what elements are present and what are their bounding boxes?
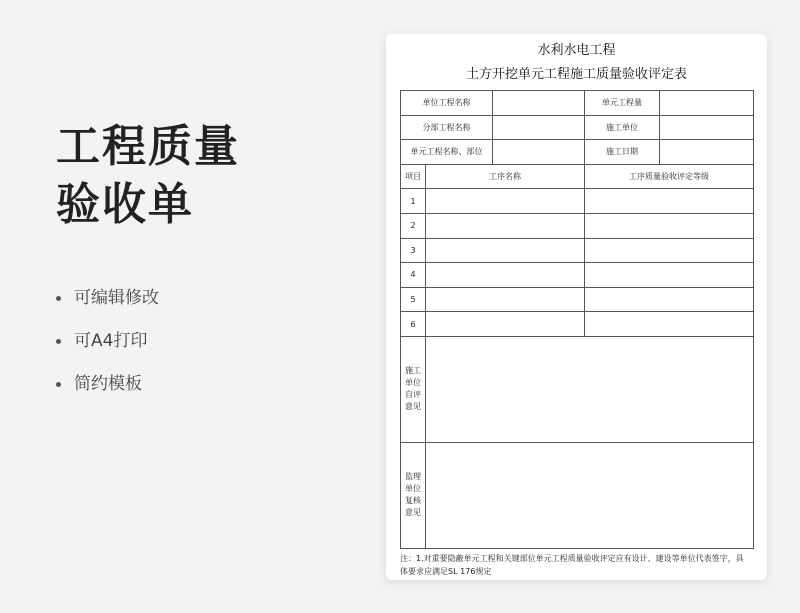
info-label: 单元工程名称、部位 bbox=[401, 140, 493, 165]
label-char: 自评 bbox=[405, 390, 421, 400]
item-number: 6 bbox=[401, 312, 426, 337]
info-value-cell bbox=[493, 140, 585, 165]
header-item: 项目 bbox=[401, 164, 426, 189]
headline-line-1: 工程质量 bbox=[56, 121, 240, 172]
document-title: 水利水电工程 bbox=[537, 43, 616, 58]
info-label: 分部工程名称 bbox=[401, 115, 493, 140]
quality-grade-cell bbox=[585, 263, 754, 288]
item-number: 1 bbox=[401, 189, 426, 214]
feature-item bbox=[56, 329, 159, 372]
header-quality-grade: 工序质量验收评定等级 bbox=[585, 164, 754, 189]
feature-item bbox=[56, 286, 159, 329]
info-label: 单元工程量 bbox=[585, 91, 660, 116]
item-row bbox=[401, 189, 754, 214]
label-char: 复核 bbox=[405, 496, 421, 506]
item-row bbox=[401, 213, 754, 238]
item-row bbox=[401, 238, 754, 263]
info-label: 单位工程名称 bbox=[401, 91, 493, 116]
info-value-cell bbox=[660, 91, 754, 116]
item-number: 4 bbox=[401, 263, 426, 288]
quality-grade-cell bbox=[585, 238, 754, 263]
item-header-row bbox=[401, 164, 754, 189]
label-char: 施工 bbox=[405, 366, 421, 376]
item-row bbox=[401, 263, 754, 288]
feature-item bbox=[56, 372, 159, 415]
quality-grade-cell bbox=[585, 189, 754, 214]
supervision-opinion-label bbox=[401, 442, 426, 548]
document-preview bbox=[386, 34, 767, 580]
process-name-cell bbox=[426, 312, 585, 337]
feature-label: 可编辑修改 bbox=[74, 288, 159, 308]
label-char: 监理 bbox=[405, 472, 421, 482]
feature-label: 简约模板 bbox=[74, 374, 142, 394]
acceptance-form-table bbox=[400, 90, 754, 549]
feature-list bbox=[56, 286, 159, 415]
info-value-cell bbox=[660, 115, 754, 140]
label-char: 单位 bbox=[405, 378, 421, 388]
headline bbox=[56, 118, 240, 234]
quality-grade-cell bbox=[585, 312, 754, 337]
info-value-cell bbox=[493, 115, 585, 140]
process-name-cell bbox=[426, 213, 585, 238]
quality-grade-cell bbox=[585, 213, 754, 238]
headline-line-2: 验收单 bbox=[56, 179, 194, 230]
process-name-cell bbox=[426, 263, 585, 288]
info-value-cell bbox=[493, 91, 585, 116]
label-char: 意见 bbox=[405, 402, 421, 412]
label-char: 意见 bbox=[405, 508, 421, 518]
bullet-icon bbox=[56, 339, 61, 344]
info-row bbox=[401, 115, 754, 140]
bullet-icon bbox=[56, 296, 61, 301]
item-number: 2 bbox=[401, 213, 426, 238]
document-subtitle: 土方开挖单元工程施工质量验收评定表 bbox=[465, 67, 687, 82]
info-label: 施工日期 bbox=[585, 140, 660, 165]
info-row bbox=[401, 140, 754, 165]
label-char: 单位 bbox=[405, 484, 421, 494]
feature-label: 可A4打印 bbox=[74, 331, 148, 351]
supervision-opinion-cell bbox=[426, 442, 754, 548]
process-name-cell bbox=[426, 287, 585, 312]
construction-opinion-row bbox=[401, 336, 754, 442]
supervision-opinion-row bbox=[401, 442, 754, 548]
quality-grade-cell bbox=[585, 287, 754, 312]
document-note: 注：1.对重要隐蔽单元工程和关键部位单元工程质量验收评定应有设计、建设等单位代表签字，具体要求应满足SL 176规定 bbox=[400, 554, 744, 576]
bullet-icon bbox=[56, 382, 61, 387]
item-row bbox=[401, 287, 754, 312]
construction-opinion-cell bbox=[426, 336, 754, 442]
process-name-cell bbox=[426, 238, 585, 263]
construction-opinion-label bbox=[401, 336, 426, 442]
info-value-cell bbox=[660, 140, 754, 165]
info-row bbox=[401, 91, 754, 116]
process-name-cell bbox=[426, 189, 585, 214]
item-number: 5 bbox=[401, 287, 426, 312]
header-process-name: 工序名称 bbox=[426, 164, 585, 189]
item-number: 3 bbox=[401, 238, 426, 263]
info-label: 施工单位 bbox=[585, 115, 660, 140]
item-row bbox=[401, 312, 754, 337]
